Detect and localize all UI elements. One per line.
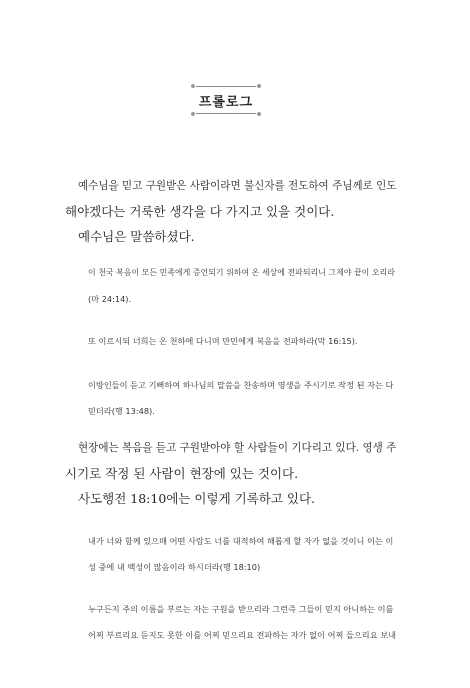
text-line: 예수님을 믿고 구원받은 사람이라면 불신자를 전도하여 주님께로 인도 <box>78 180 397 192</box>
scripture-quote-2 <box>88 328 398 354</box>
quote-line: (마 24:14). <box>88 294 132 304</box>
quote-line: 누구든지 주의 이름을 부르는 자는 구원을 받으리라 그런즉 그들이 믿지 아니하는 이를 <box>88 604 394 614</box>
quote-line: 내가 너와 함께 있으매 어떤 사람도 너를 대적하여 해롭게 할 자가 없을 것이니 이는 이 <box>88 536 394 546</box>
ornament-dot-icon <box>257 84 261 88</box>
body-paragraph-1 <box>65 174 400 249</box>
text-line: 현장에는 복음을 듣고 구원받아야 할 사람들이 기다리고 있다. 영생 주 <box>78 442 397 454</box>
ornament-dot-icon <box>191 112 195 116</box>
quote-line: 이 천국 복음이 모든 민족에게 증언되기 위하여 온 세상에 전파되리니 그제야 끝이 오리라 <box>88 268 395 277</box>
ornament-dot-icon <box>257 112 261 116</box>
heading-top-rule <box>196 86 256 87</box>
scripture-quote-5 <box>88 596 398 648</box>
body-paragraph-2 <box>65 436 400 511</box>
text-line: 예수님은 말씀하셨다. <box>78 229 195 244</box>
text-line: 사도행전 18:10에는 이렇게 기록하고 있다. <box>78 491 316 506</box>
chapter-heading <box>192 86 260 114</box>
heading-bottom-rule <box>196 113 256 114</box>
chapter-title: 프롤로그 <box>198 95 254 110</box>
text-line: 시기로 작정 된 사람이 현장에 있는 것이다. <box>65 466 299 481</box>
scripture-quote-4 <box>88 528 398 580</box>
ornament-dot-icon <box>191 84 195 88</box>
quote-line: 이방인들이 듣고 기뻐하여 하나님의 말씀을 찬송하며 영생을 주시기로 작정 된 자는 다 <box>88 380 394 390</box>
quote-line: 성 중에 내 백성이 많음이라 하시더라(행 18:10) <box>88 562 261 572</box>
quote-line: 어찌 부르리요 듣지도 못한 이를 어찌 믿으리요 전파하는 자가 없이 어찌 들으리요 보내 <box>88 630 397 640</box>
scripture-quote-1 <box>88 260 398 312</box>
scripture-quote-3 <box>88 372 398 424</box>
text-line: 해야겠다는 거룩한 생각을 다 가지고 있을 것이다. <box>65 204 335 219</box>
quote-line: 믿더라(행 13:48). <box>88 406 155 416</box>
quote-line: 또 이르시되 너희는 온 천하에 다니며 만민에게 복음을 전파하라(막 16:15). <box>88 336 358 346</box>
